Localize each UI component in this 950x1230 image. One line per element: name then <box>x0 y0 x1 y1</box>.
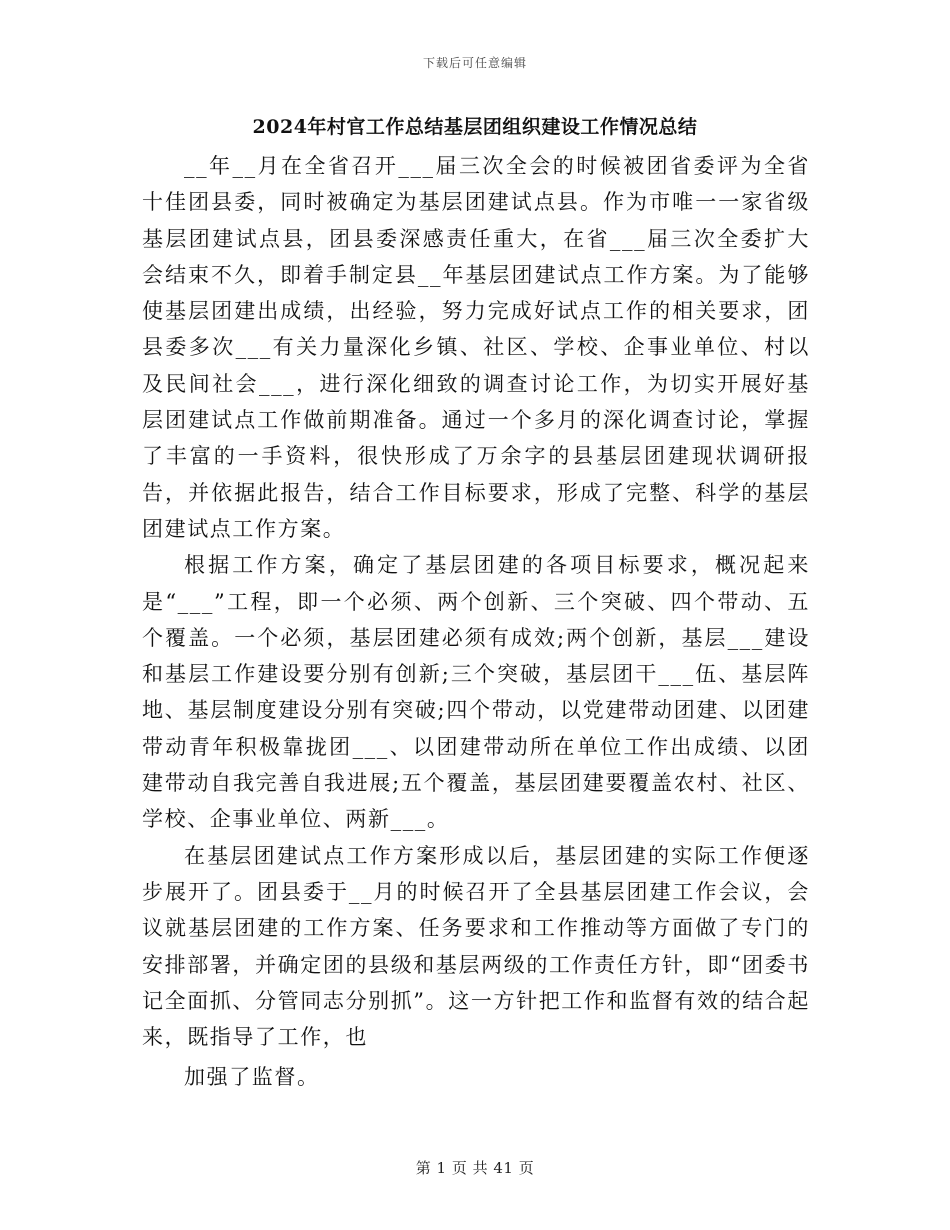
header-note: 下载后可任意编辑 <box>422 56 527 70</box>
paragraph-1: __年__月在全省召开___届三次全会的时候被团省委评为全省十佳团县委，同时被确定为基层团建试点县。作为市唯一一家省级基层团建试点县，团县委深感责任重大，在省___届三次全委扩大会结束不久，即着手制定县__年基层团建试点工作方案。为了能够使基层团建出成绩，出经验，努力完成好试点工作的相关要求，团县委多次___有关力量深化乡镇、社区、学校、企事业单位、村以及民间社会___，进行深化细致的调查讨论工作，为切实开展好基层团建试点工作做前期准备。通过一个多月的深化调查讨论，掌握了丰富的一手资料，很快形成了万余字的县基层团建现状调研报告，并依据此报告，结合工作目标要求，形成了完整、科学的基层团建试点工作方案。 <box>142 154 810 541</box>
paragraph-4: 加强了监督。 <box>184 1065 320 1090</box>
paragraph-3: 在基层团建试点工作方案形成以后，基层团建的实际工作便逐步展开了。团县委于__月的时候召开了全县基层团建工作会议，会议就基层团建的工作方案、任务要求和工作推动等方面做了专门的安排部署，并确定团的县级和基层两级的工作责任方针，即“团委书记全面抓、分管同志分别抓”。这一方针把工作和监督有效的结合起来，既指导了工作，也 <box>142 843 810 1050</box>
paragraph-2: 根据工作方案，确定了基层团建的各项目标要求，概况起来是“___”工程，即一个必须、两个创新、三个突破、四个带动、五个覆盖。一个必须，基层团建必须有成效;两个创新，基层___建设和基层工作建设要分别有创新;三个突破，基层团干___伍、基层阵地、基层制度建设分别有突破;四个带动，以党建带动团建、以团建带动青年积极靠拢团___、以团建带动所在单位工作出成绩、以团建带动自我完善自我进展;五个覆盖，基层团建要覆盖农村、社区、学校、企事业单位、两新___。 <box>142 553 810 832</box>
document-title: 2024年村官工作总结基层团组织建设工作情况总结 <box>252 116 698 138</box>
page-number-footer: 第 1 页 共 41 页 <box>415 1159 535 1177</box>
document-body <box>142 148 810 1096</box>
